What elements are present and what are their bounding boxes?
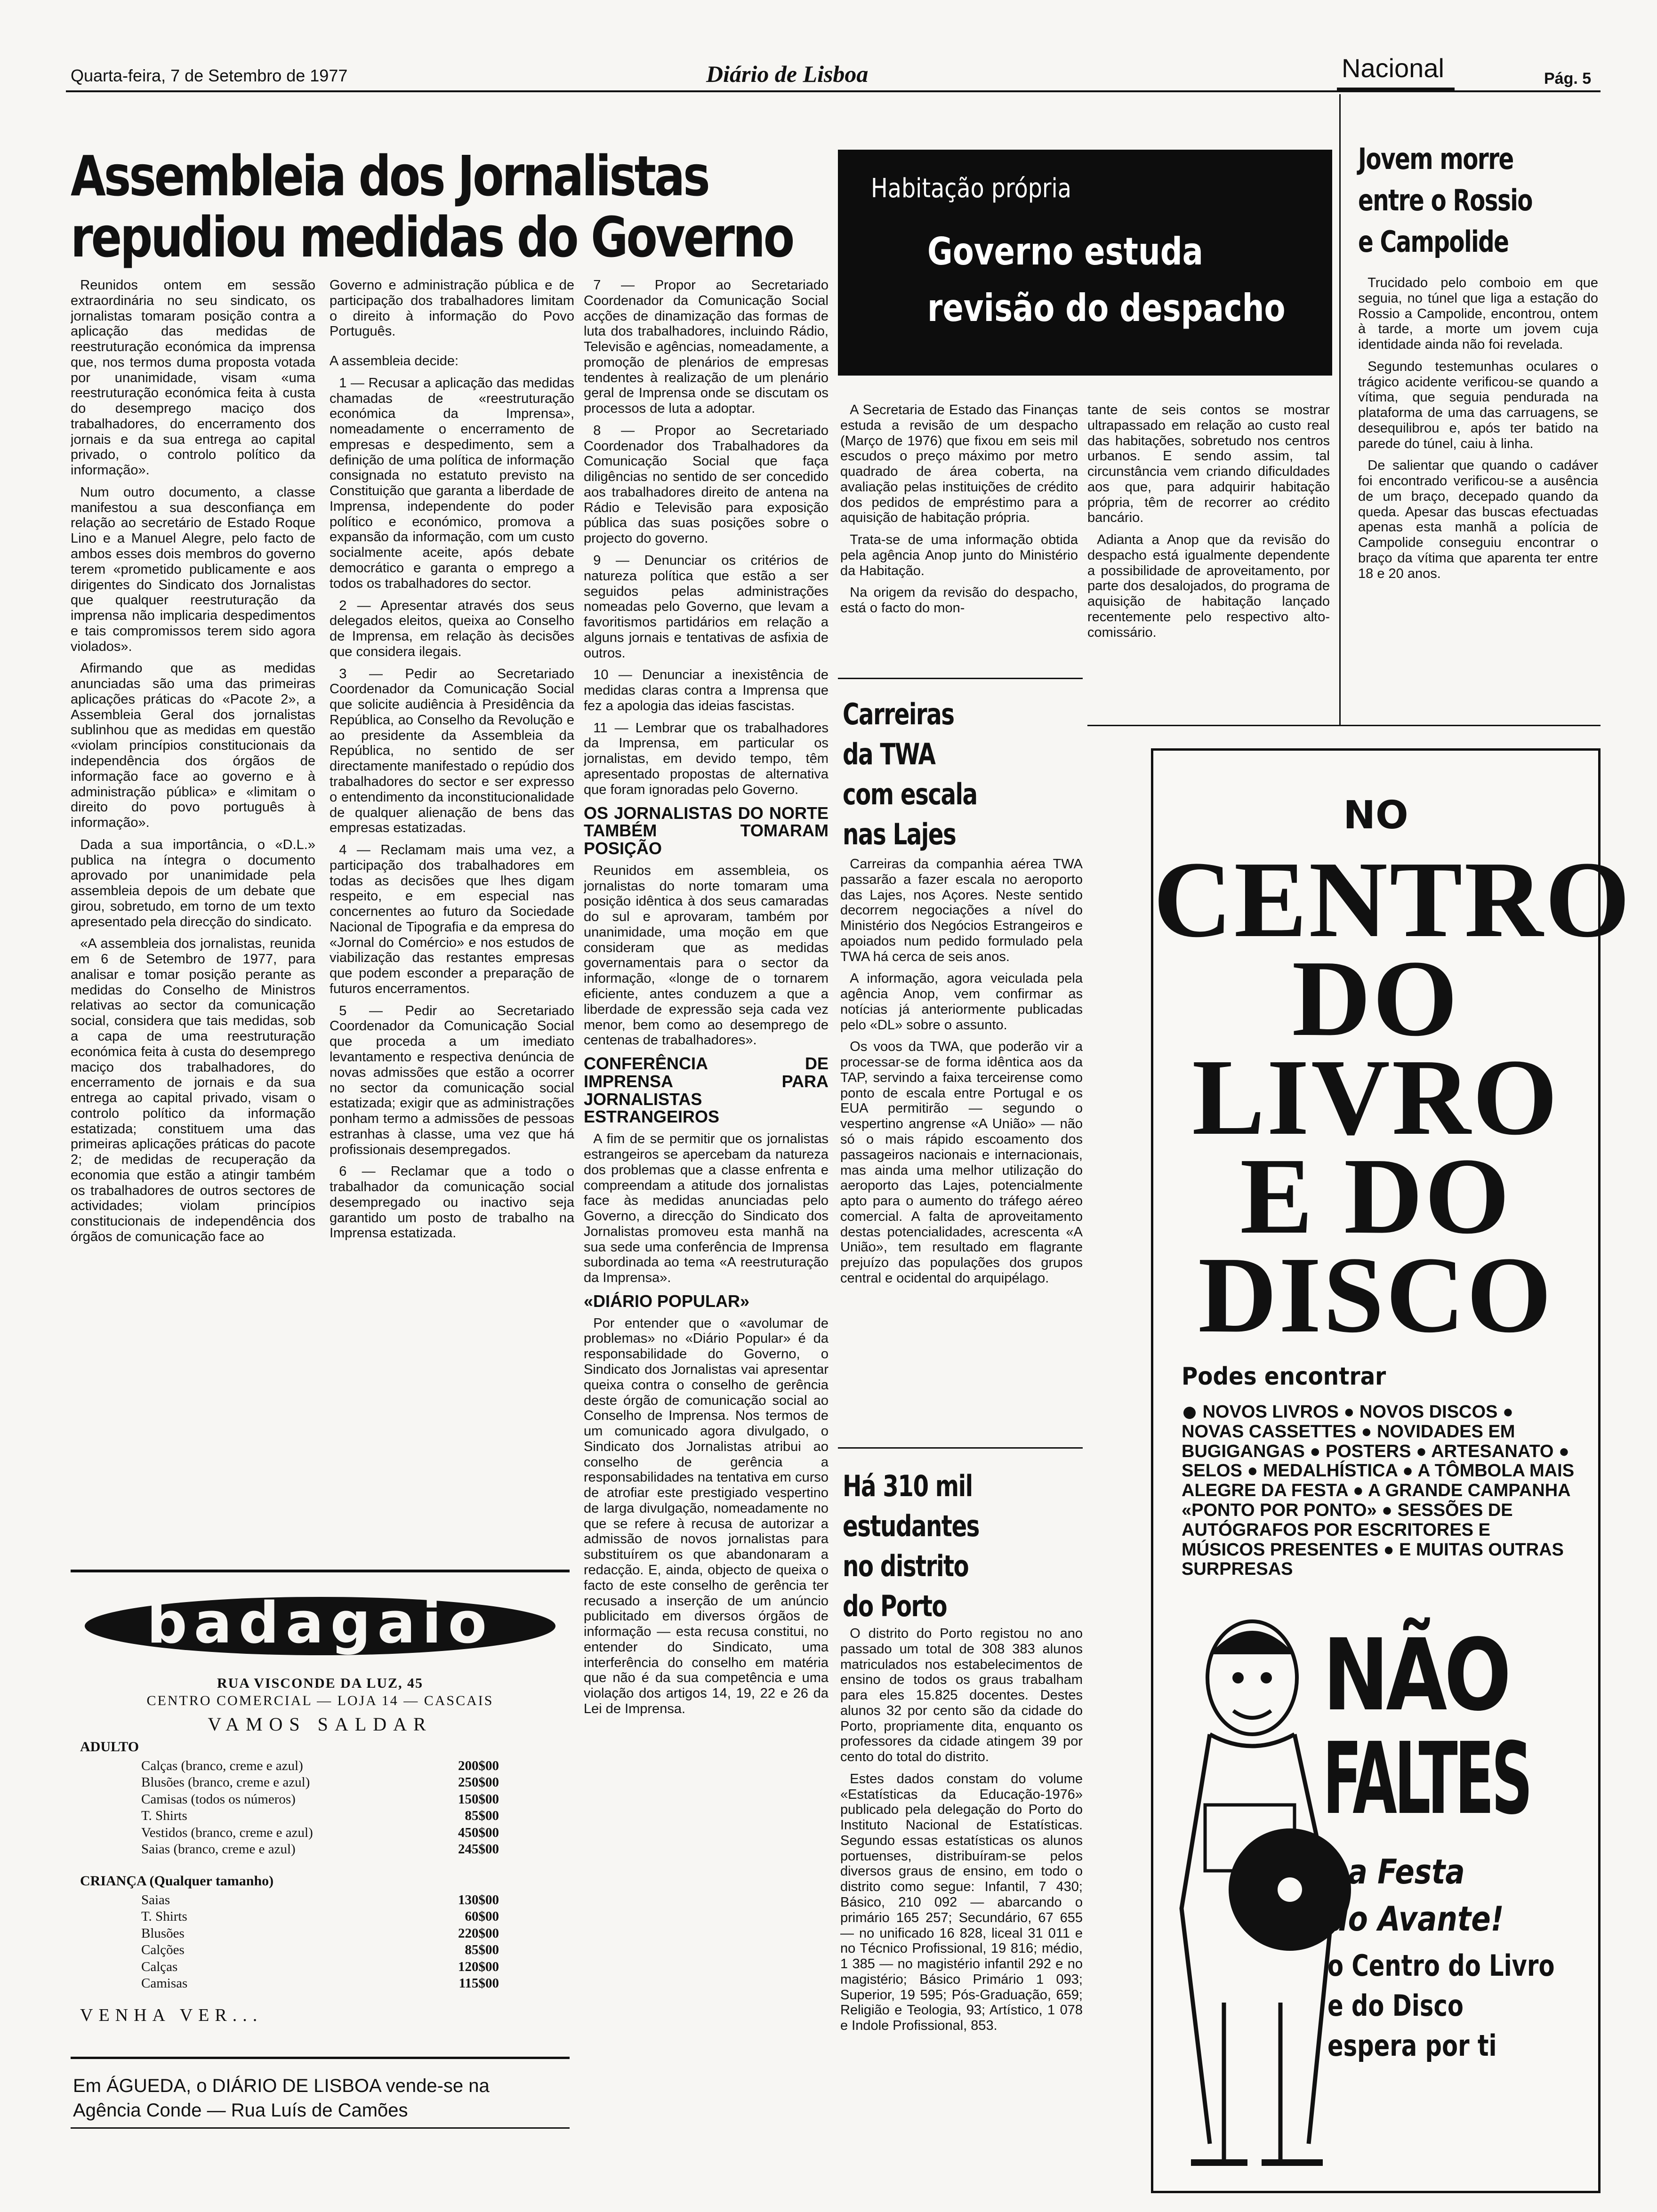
twa-paragraph: A informação, agora veiculada pela agência Anop, vem confirmar as notícias já anteriormente publicadas pelo «DL» sobre o assunto. — [840, 971, 1083, 1033]
agueda-rule — [71, 2127, 570, 2129]
jovem-paragraph: De salientar que quando o cadáver foi encontrado verificou-se a ausência de um braço, decepado quando da queda. Apesar das buscas efectuadas apenas esta manhã a polícia de Campolide conseguiu encontrar o braço da vítima que aparenta ter entre 18 e 20 anos. — [1358, 458, 1598, 581]
agueda-line-2: Agência Conde — Rua Luís de Camões — [73, 2100, 408, 2121]
subhead-norte: OS JORNALISTAS DO NORTE TAMBÉM TOMARAM POSIÇÃO — [584, 803, 828, 858]
price-row: Camisas (todos os números) 150$00 — [141, 1791, 499, 1807]
main-paragraph: Num outro documento, a classe manifestou a sua desconfiança em relação ao secretário de Estado Roque Lino e a Manuel Alegre, pelo facto de ambos esses dois membros do governo terem «prometido publicamente e aos dirigentes do Sindicato dos Jornalistas que qualquer reestruturação da imprensa não implicaria despedimentos e tais compromissos terem sido agora violados». — [71, 484, 315, 654]
main-paragraph: Governo e administração pública e de participação dos trabalhadores limitam o direito à informação do Povo Português. — [330, 278, 574, 339]
section-label: Nacional — [1342, 53, 1444, 83]
ad-podes: Podes encontrar — [1182, 1362, 1386, 1391]
main-paragraph: Reunidos ontem em sessão extraordinária no seu sindicato, os jornalistas tomaram posição contra a aplicação das medidas de reestruturação económica da imprensa que, nos termos duma proposta votada por unanimidade, visam «uma reestruturação económica feita à custa do desemprego maciço dos trabalhadores, do encerramento dos jornais e da sua entrega ao capital privado, o controlo político da informação». — [71, 278, 315, 478]
bullet-icon — [1183, 1407, 1196, 1419]
issue-date: Quarta-feira, 7 de Setembro de 1977 — [71, 66, 348, 85]
conferencia-paragraph: A fim de se permitir que os jornalistas estrangeiros se apercebam da natureza dos problemas que a classe enfrenta e compreendam a atitude dos jornalistas face às medidas anunciadas pelo Governo, a direcção do Sindicato dos Jornalistas promoveu esta manhã na sua sede uma conferência de Imprensa subordinada ao tema «A reestruturação da Imprensa». — [584, 1131, 828, 1286]
estudantes-paragraph: O distrito do Porto registou no ano passado um total de 308 383 alunos matriculados nos estabelecimentos de ensino de todos os graus trabalham para eles 15.825 docentes. Destes alunos 32 por cento são da cidade do Porto, propriamente dita, enquanto os professores da cidade atingem 39 por cento do total do distrito. — [840, 1626, 1083, 1765]
decision-item: 5 — Pedir ao Secretariado Coordenador da Comunicação Social que proceda a um imediato levantamento e respectiva denúncia de novas admissões que estão a ocorrer no sector da comunicação social estatizada; exigir que as administrações ponham termo a admissões de pessoas estranhas à classe, uma vez que há profissionais desempregados. — [330, 1003, 574, 1157]
ad-no: NO — [1343, 793, 1408, 838]
decision-item: 10 — Denunciar a inexistência de medidas claras contra a Imprensa que fez a apologia das ideias fascistas. — [584, 667, 828, 713]
estudantes-article — [840, 1626, 1083, 2205]
habitacao-paragraph: Adianta a Anop que da revisão do despacho está igualmente dependente a possibilidade de aproveitamento, por parte dos desalojados, do programa de aquisição de habitação lançado recentemente pelo respectivo alto-comissário. — [1087, 532, 1330, 640]
badagaio-footer: VENHA VER... — [80, 2005, 263, 2025]
main-article-col-3 — [584, 278, 828, 2203]
diario-popular-paragraph: Por entender que o «avolumar de problemas» no «Diário Popular» é da responsabilidade do Governo, o Sindicato dos Jornalistas vai apresentar queixa contra o conselho de gerência deste órgão de comunicação social ao Conselho de Imprensa. Nos termos de um comunicado agora divulgado, o Sindicato dos Jornalistas atribui ao conselho de gerência a responsabilidades na tentativa em curso de atrofiar este prestigiado vespertino de larga divulgação, nomeadamente no que se refere à recusa de autorizar a admissão de novos jornalistas para substituírem os que abandonaram a redacção. E, ainda, objecto de queixa o facto de este conselho de gerência ter recusado a inserção de um anúncio publicitado em diversos órgãos de informação — esta recusa constitui, no entender do Sindicato, uma interferência do conselho em matéria que não é da sua competência e uma violação dos artigos 14, 19, 22 e 26 da Lei de Imprensa. — [584, 1315, 828, 1716]
price-row: Vestidos (branco, creme e azul) 450$00 — [141, 1825, 499, 1840]
estudantes-paragraph: Estes dados constam do volume «Estatísticas da Educação-1976» publicado pela delegação do Porto do Instituto Nacional de Estatísticas. Segundo essas estatísticas os alunos portuenses, distribuíram-se pelos diversos graus de ensino, em todo o distrito como segue: Infantil, 7 430; Básico, 210 092 — abarcando o primário 165 257; Secundário, 67 655 — no unificado 16 828, liceal 31 011 e no Técnico Profissional, 19 816; médio, 1 385 — no magistério infantil 292 e no magistério; Básico Primário 1 093; Superior, 19 595; Pós-Graduação, 659; Religião e Teologia, 93; Artístico, 1 078 e Indole Profissional, 853. — [840, 1771, 1083, 2034]
estudantes-title-1: Há 310 mil — [843, 1469, 973, 1503]
badagaio-crianca-list — [141, 1892, 499, 1992]
twa-divider — [838, 1447, 1083, 1449]
jovem-paragraph: Segundo testemunhas oculares o trágico acidente verificou-se quando a vítima, que seguia pendurada na plataforma de uma das carruagens, se desequilibrou e, após ter batido na parede do túnel, caiu à linha. — [1358, 359, 1598, 451]
habitacao-kicker: Habitação própria — [871, 173, 1071, 204]
price-row: Calças (branco, creme e azul) 200$00 — [141, 1758, 499, 1773]
badagaio-adulto-label: ADULTO — [80, 1739, 139, 1755]
price-row: Camisas 115$00 — [141, 1975, 499, 1991]
twa-title-1: Carreiras — [843, 697, 954, 731]
twa-paragraph: Os voos da TWA, que poderão vir a processar-se de forma idêntica aos da TAP, servindo a faixa terceirense como ponto de escala entre Portugal e os EUA permitirão — segundo o vespertino angrense «A União» — não só o mais rápido escoamento dos passageiros nacionais e internacionais, mas ainda uma melhor utilização do aeroporto das Lajes, potencialmente apto para o aumento do tráfego aéreo comercial. A falta de aproveitamento destas potencialidades, acrescenta «A União», tem resultado em flagrante prejuízo das populações dos grupos central e ocidental do arquipélago. — [840, 1039, 1083, 1286]
estudantes-title-2: estudantes — [843, 1509, 979, 1543]
price-row: Calças 120$00 — [141, 1959, 499, 1974]
ad-disco: DISCO — [1198, 1234, 1553, 1355]
badagaio-address: RUA VISCONDE DA LUZ, 45 — [217, 1675, 424, 1691]
header-rule-thick — [1337, 88, 1455, 92]
habitacao-paragraph: A Secretaria de Estado das Finanças estuda a revisão de um despacho (Março de 1976) que fixou em seis mil escudos o preço máximo por metro quadrado de área coberta, na avaliação pelas instituições de crédito dos pedidos de empréstimo para a aquisição de habitação própria. — [840, 402, 1078, 526]
habitacao-paragraph: Na origem da revisão do despacho, está o facto do mon- — [840, 585, 1078, 616]
twa-title-2: da TWA — [843, 737, 935, 771]
decision-item: 3 — Pedir ao Secretariado Coordenador da Comunicação Social que solicite audiência à Presidência da República, ao Conselho da Revolução e ao presidente da Assembleia da República, no sentido de ser directamente manifestado o repúdio dos trabalhadores do sector e ser expresso o entendimento da inconstitucionalidade de qualquer alienação de bens das empresas estatizadas. — [330, 666, 574, 836]
decide-label: A assembleia decide: — [330, 353, 459, 369]
price-row: Calções 85$00 — [141, 1942, 499, 1958]
decision-item: 11 — Lembrar que os trabalhadores da Imprensa, em particular os jornalistas, em devido tempo, têm apresentado propostas de alternativa que foram ignoradas pelo Governo. — [584, 720, 828, 797]
ad-centro: CENTRO — [1153, 839, 1632, 960]
jovem-paragraph: Trucidado pelo comboio em que seguia, no túnel que liga a estação do Rossio a Campolide, encontrou, ontem à tarde, a morte um jovem cuja identidade ainda não foi revelada. — [1358, 275, 1598, 353]
page-number: Pág. 5 — [1544, 70, 1592, 88]
subhead-conferencia: CONFERÊNCIA DE IMPRENSA PARA JORNALISTAS ESTRANGEIROS — [584, 1054, 828, 1127]
badagaio-centre: CENTRO COMERCIAL — LOJA 14 — CASCAIS — [146, 1693, 494, 1708]
jovem-divider — [1087, 725, 1601, 726]
habitacao-title-2: revisão do despacho — [927, 286, 1286, 330]
habitacao-title-box — [838, 150, 1332, 376]
twa-article — [840, 857, 1083, 1435]
decision-item: 8 — Propor ao Secretariado Coordenador dos Trabalhadores da Comunicação Social que faça diligências no sentido de ser concedido aos trabalhadores direito de antena na Rádio e Televisão para exposição pública das suas posições sobre o projecto do governo. — [584, 423, 828, 546]
subhead-diario-popular: «DIÁRIO POPULAR» — [584, 1291, 750, 1311]
badagaio-crianca-label: CRIANÇA (Qualquer tamanho) — [80, 1873, 274, 1889]
ad-e-do: E DO — [1240, 1136, 1512, 1257]
main-headline-line-2: repudiou medidas do Governo — [71, 205, 793, 270]
ad-festa-3: o Centro do Livro — [1327, 1948, 1555, 1983]
jovem-title-2: entre o Rossio — [1358, 183, 1532, 217]
centro-livro-ad — [1151, 748, 1632, 2193]
ad-nao: NÃO — [1323, 1618, 1509, 1733]
twa-title-3: com escala — [843, 777, 977, 811]
estudantes-title-3: no distrito — [843, 1549, 969, 1583]
price-row: Saias 130$00 — [141, 1892, 499, 1907]
decision-item: 1 — Recusar a aplicação das medidas chamadas de «reestruturação económica da Imprensa», nomeadamente o encerramento de empresas e despedimento, sem a definição de uma política de informação consignada no estatuto previsto na Constituição que garanta a liberdade de Imprensa, independente do poder político e económico, promova a expansão da informação, com um custo socialmente aceite, após debate democrático e garanta o emprego a todos os trabalhadores do sector. — [330, 375, 574, 591]
ad-festa-4: e do Disco — [1327, 1988, 1464, 2023]
decision-item: 4 — Reclamam mais uma vez, a participação dos trabalhadores em todas as decisões que lhes digam respeito, e em especial nas concernentes ao futuro da Sociedade Nacional de Tipografia e da empresa do «Jornal do Comércio» e nos estudos de viabilização das restantes empresas que podem esconder a preparação de futuros encerramentos. — [330, 842, 574, 996]
column-divider — [1339, 94, 1341, 725]
ad-festa-1: na Festa — [1327, 1852, 1465, 1891]
decision-item: 9 — Denunciar os critérios de natureza política que estão a ser seguidos pelas administrações nomeadas pelo Governo, que levam a favoritismos partidários em relação a alguns jornais e tentativas de asfixia de outros. — [584, 553, 828, 661]
habitacao-title-1: Governo estuda — [927, 230, 1203, 273]
badagaio-bottom-rule — [71, 2057, 570, 2059]
price-row: Blusões (branco, creme e azul) 250$00 — [141, 1775, 499, 1790]
price-row: T. Shirts 60$00 — [141, 1909, 499, 1924]
ad-do: DO — [1292, 938, 1460, 1059]
badagaio-adulto-list — [141, 1758, 499, 1858]
main-paragraph: Dada a sua importância, o «D.L.» publica na íntegra o documento aprovado por unanimidade pela assembleia depois de um debate que girou, sobretudo, em torno de um texto apresentado pela direcção do sindicato. — [71, 837, 315, 930]
main-headline-line-1: Assembleia dos Jornalistas — [71, 144, 708, 208]
price-row: T. Shirts 85$00 — [141, 1808, 499, 1824]
habitacao-col-b — [1087, 402, 1330, 722]
norte-paragraph: Reunidos em assembleia, os jornalistas do norte tomaram uma posição idêntica à dos seus camaradas do sul e aprovaram, também por unanimidade, uma moção em que consideram que as medidas governamentais para o sector da informação, «longe de o tornarem eficiente, antes conduzem a que a liberdade de expressão seja cada vez menor, bem como ao desemprego de centenas de trabalhadores». — [584, 863, 828, 1048]
main-paragraph: Afirmando que as medidas anunciadas são uma das primeiras aplicações práticas do «Pacote 2», a Assembleia Geral dos jornalistas sublinhou que as medidas em questão «violam princípios constitucionais da independência dos órgãos de informação face ao governo e à administração pública» e «limitam o direito do povo português à informação». — [71, 661, 315, 831]
badagaio-logo-text: badagaio — [146, 1591, 494, 1656]
price-row: Blusões 220$00 — [141, 1925, 499, 1941]
habitacao-col-a — [840, 402, 1078, 666]
estudantes-title-4: do Porto — [843, 1589, 947, 1623]
jovem-title-3: e Campolide — [1358, 224, 1509, 259]
jovem-title-1: Jovem morre — [1358, 142, 1513, 176]
ad-festa-2: do Avante! — [1327, 1899, 1504, 1939]
price-row: Saias (branco, creme e azul) 245$00 — [141, 1841, 499, 1857]
ad-livro: LIVRO — [1192, 1037, 1560, 1158]
ad-faltes: FALTES — [1323, 1721, 1530, 1836]
decision-item: 7 — Propor ao Secretariado Coordenador da Comunicação Social acções de dinamização das formas de luta dos trabalhadores, incluindo Rádio, Televisão e agências, nomeadamente, a promoção de plenários de empresas tendentes à realização de um plenário geral de Imprensa onde se discutam os processos de luta a adoptar. — [584, 278, 828, 417]
badagaio-top-rule — [71, 1570, 570, 1572]
badagaio-ad — [71, 1574, 570, 2028]
main-paragraph: «A assembleia dos jornalistas, reunida em 6 de Setembro de 1977, para analisar e tomar posição perante as medidas do Conselho de Ministros relativas ao sector da comunicação social, considera que tais medidas, sob a capa de uma reestruturação económica feita à custa do desemprego maciço dos trabalhadores, do encerramento de jornais e da sua entrega ao capital privado, visam o controlo político da informação estatizada; constituem uma das primeiras aplicações práticas do pacote 2; de medidas de recuperação da economia que estão a atingir também os trabalhadores de outros sectores de actividades; violam princípios constitucionais de independência dos órgãos de comunicação face ao — [71, 936, 315, 1244]
twa-paragraph: Carreiras da companhia aérea TWA passarão a fazer escala no aeroporto das Lajes, nos Açores. Neste sentido decorrem negociações a nível do Ministério dos Negócios Estrangeiros e apoiados num pedido formulado pela TWA há cerca de seis anos. — [840, 857, 1083, 964]
badagaio-promo: VAMOS SALDAR — [208, 1714, 433, 1735]
decision-item: 2 — Apresentar através dos seus delegados eleitos, queixa ao Conselho de Imprensa, em relação às decisões que considera ilegais. — [330, 598, 574, 659]
ad-list — [1182, 1403, 1577, 1579]
habitacao-paragraph: tante de seis contos se mostrar ultrapassado em relação ao custo real das habitações, sobretudo nos centros urbanos. E sendo assim, tal circunstância vem criando dificuldades aos que, para adquirir habitação própria, têm de recorrer ao crédito bancário. — [1087, 402, 1330, 526]
decision-item: 6 — Reclamar que a todo o trabalhador da comunicação social desempregado ou inactivo seja garantido um posto de trabalho na Imprensa estatizada. — [330, 1164, 574, 1241]
twa-title-4: nas Lajes — [843, 817, 956, 851]
masthead: Diário de Lisboa — [706, 61, 869, 87]
agueda-line-1: Em ÁGUEDA, o DIÁRIO DE LISBOA vende-se na — [73, 2076, 490, 2096]
habitacao-paragraph: Trata-se de uma informação obtida pela agência Anop junto do Ministério da Habitação. — [840, 532, 1078, 578]
ad-list-text: NOVOS LIVROS ● NOVOS DISCOS ● NOVAS CASSETTES ● NOVIDADES EM BUGIGANGAS ● POSTERS ● ARTESANATO ● SELOS ● MEDALHÍSTICA ● A TÔMBOLA MAIS ALEGRE DA FESTA ● A GRANDE CAMPANHA «PONTO POR PONTO» ● SESSÕES DE AUTÓGRAFOS POR ESCRITORES E MÚSICOS PRESENTES ● E MUITAS OUTRAS SURPRESAS — [1182, 1402, 1575, 1579]
badagaio-logo-icon — [71, 1579, 570, 1673]
jovem-article — [1358, 275, 1598, 713]
habitacao-divider — [838, 678, 1083, 679]
ad-festa-5: espera por ti — [1327, 2028, 1497, 2063]
